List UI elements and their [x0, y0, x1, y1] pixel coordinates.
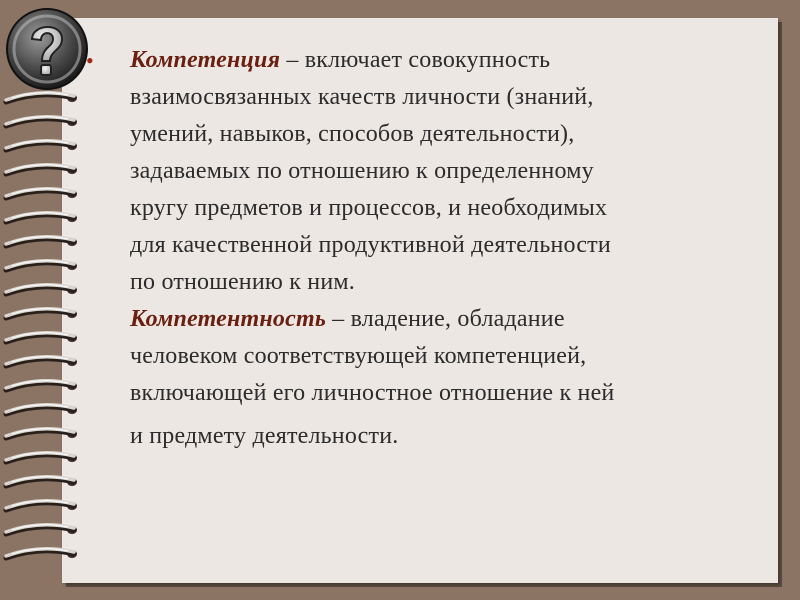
- line: для качественной продуктивной деятельности: [130, 232, 611, 258]
- binding-ring: [6, 141, 77, 150]
- competence-paragraph: [108, 42, 748, 79]
- binding-ring: [6, 189, 77, 198]
- binding-ring: [6, 429, 77, 438]
- binding-ring: [6, 285, 77, 294]
- binding-ring: [6, 453, 77, 462]
- binding-ring: [6, 213, 77, 222]
- line: задаваемых по отношению к определенному: [130, 158, 594, 184]
- line: человеком соответствующей компетенцией,: [130, 343, 587, 369]
- slide-text: [86, 42, 748, 455]
- binding-ring: [6, 165, 77, 174]
- line: и предмету деятельности.: [130, 423, 399, 449]
- binding-ring: [6, 309, 77, 318]
- line: – владение, обладание: [325, 306, 565, 332]
- term-competency: Компетентность: [130, 306, 326, 332]
- line: включающей его личностное отношение к ней: [130, 380, 615, 406]
- competency-paragraph: [108, 301, 748, 338]
- binding-ring: [6, 477, 77, 486]
- binding-ring: [6, 93, 77, 102]
- binding-ring: [6, 549, 77, 558]
- binding-ring: [6, 525, 77, 534]
- binding-ring: [6, 357, 77, 366]
- line: умений, навыков, способов деятельности),: [130, 121, 575, 147]
- bullet-icon: •: [86, 48, 94, 73]
- line: взаимосвязанных качеств личности (знаний,: [130, 84, 594, 110]
- question-mark-icon: [2, 4, 92, 94]
- line: кругу предметов и процессов, и необходимых: [130, 195, 608, 221]
- line: по отношению к ним.: [130, 269, 355, 295]
- binding-ring: [6, 381, 77, 390]
- binding-ring: [6, 237, 77, 246]
- binding-ring: [6, 261, 77, 270]
- binding-ring: [6, 333, 77, 342]
- line: – включает совокупность: [280, 47, 551, 73]
- binding-ring: [6, 501, 77, 510]
- spiral-binding-icon: [0, 88, 90, 588]
- binding-ring: [6, 405, 77, 414]
- term-competence: Компетенция: [130, 47, 281, 73]
- binding-ring: [6, 117, 77, 126]
